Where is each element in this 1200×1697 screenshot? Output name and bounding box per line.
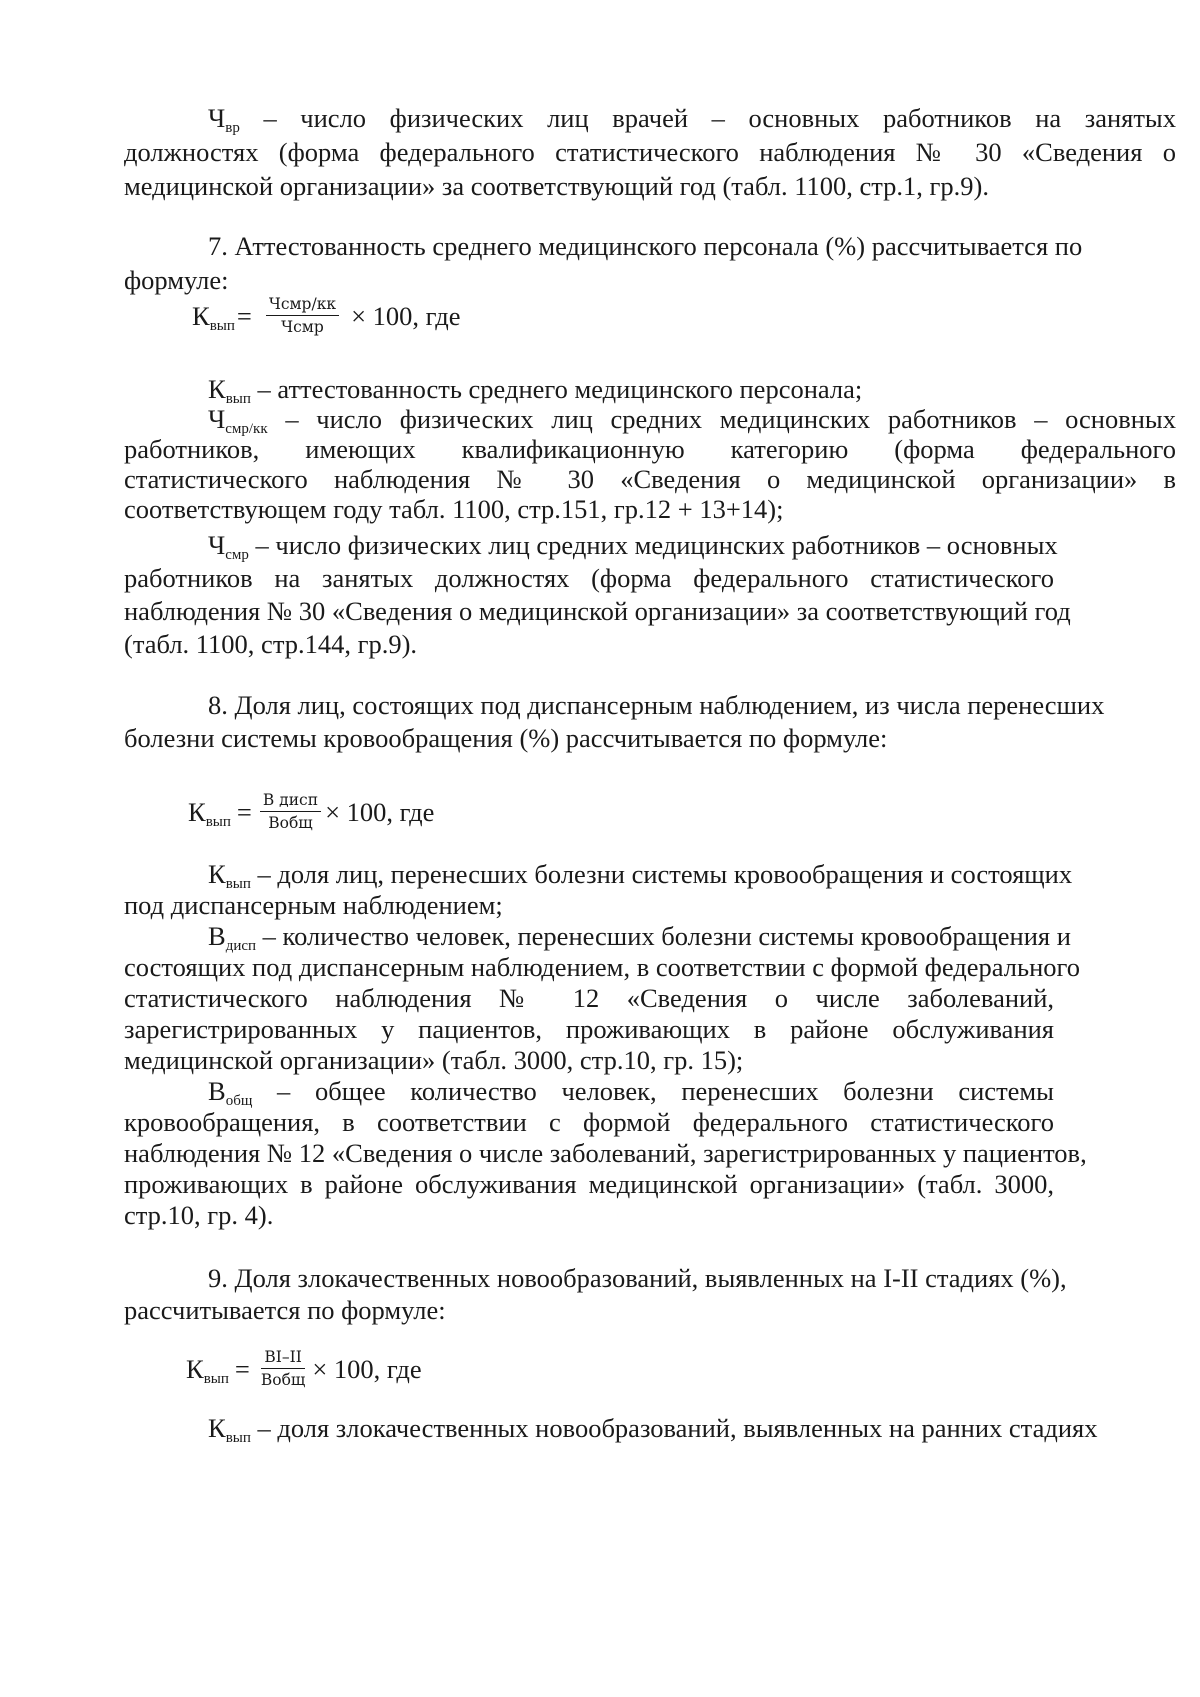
text-line: проживающих в районе обслуживания медицинской организации» (табл. 3000,	[124, 1169, 1054, 1199]
definition-chsmr-kk: $Ч_{смр/кк}$ – число физических лиц средних медицинских работников – основных	[208, 404, 1176, 437]
formula-lhs: $К_{вып}$ =	[188, 796, 252, 830]
text-line: наблюдения № 30 «Сведения о медицинской организации» за соответствующий год	[124, 596, 1071, 626]
formula-rhs: × 100, где	[325, 796, 435, 827]
formula-rhs: × 100, где	[351, 300, 461, 331]
section-7-heading: 7. Аттестованность среднего медицинского персонала (%) рассчитывается по	[208, 231, 1083, 261]
definition-chvr: $Ч_{вр}$ – число физических лиц врачей – основных работников на занятых	[208, 103, 1176, 136]
definition-vobsch: $В_{общ}$ – общее количество человек, перенесших болезни системы	[208, 1076, 1054, 1109]
formula-fraction	[266, 294, 339, 337]
text-line: статистического наблюдения № 30 «Сведения о медицинской организации» в	[124, 464, 1176, 494]
definition-vdisp: $В_{дисп}$ – количество человек, перенесших болезни системы кровообращения и	[208, 921, 1071, 954]
text-line: медицинской организации» за соответствующий год (табл. 1100, стр.1, гр.9).	[124, 171, 989, 201]
formula-fraction	[260, 790, 321, 833]
formula-8	[188, 790, 434, 833]
text-line: формуле:	[124, 265, 229, 295]
formula-lhs: $К_{вып}$ =	[186, 1353, 250, 1387]
formula-fraction	[258, 1347, 308, 1390]
formula-7	[192, 294, 460, 337]
text-line: наблюдения № 12 «Сведения о числе заболеваний, зарегистрированных у пациентов,	[124, 1138, 1087, 1168]
fraction-denominator: Вобщ	[268, 814, 313, 832]
definition-chsmr: $Ч_{смр}$ – число физических лиц средних медицинских работников – основных	[208, 530, 1058, 563]
definition-kvyp-9: $К_{вып}$ – доля злокачественных новообразований, выявленных на ранних стадиях	[208, 1413, 1098, 1446]
text-line: должностях (форма федерального статистического наблюдения № 30 «Сведения о	[124, 137, 1176, 167]
text-line: болезни системы кровообращения (%) рассчитывается по формуле:	[124, 723, 888, 753]
text-line: работников на занятых должностях (форма федерального статистического	[124, 563, 1054, 593]
fraction-numerator: В дисп	[260, 790, 321, 812]
text-line: состоящих под диспансерным наблюдением, в соответствии с формой федерального	[124, 952, 1080, 982]
text-line: стр.10, гр. 4).	[124, 1200, 274, 1230]
text-line: под диспансерным наблюдением;	[124, 890, 503, 920]
definition-kvyp: $К_{вып}$ – аттестованность среднего медицинского персонала;	[208, 374, 863, 407]
section-8-heading: 8. Доля лиц, состоящих под диспансерным наблюдением, из числа перенесших	[208, 690, 1105, 720]
text-line: работников, имеющих квалификационную категорию (форма федерального	[124, 434, 1176, 464]
text-line: медицинской организации» (табл. 3000, стр.10, гр. 15);	[124, 1045, 744, 1075]
text-line: (табл. 1100, стр.144, гр.9).	[124, 629, 418, 659]
text-line: зарегистрированных у пациентов, проживающих в районе обслуживания	[124, 1014, 1054, 1044]
fraction-numerator: ВI–II	[261, 1347, 305, 1369]
fraction-denominator: Вобщ	[260, 1371, 306, 1389]
fraction-numerator: Чсмр/кк	[266, 294, 339, 316]
fraction-denominator: Чсмр	[281, 318, 324, 336]
text-line: статистического наблюдения № 12 «Сведения о числе заболеваний,	[124, 983, 1054, 1013]
text-line: кровообращения, в соответствии с формой федерального статистического	[124, 1107, 1054, 1137]
section-9-heading: 9. Доля злокачественных новообразований, выявленных на I-II стадиях (%),	[208, 1263, 1067, 1293]
definition-kvyp-8: $К_{вып}$ – доля лиц, перенесших болезни системы кровообращения и состоящих	[208, 859, 1073, 892]
formula-rhs: × 100, где	[312, 1353, 422, 1384]
text-line: соответствующем году табл. 1100, стр.151, гр.12 + 13+14);	[124, 494, 784, 524]
formula-lhs: $К_{вып}=$	[192, 300, 252, 334]
formula-9	[186, 1347, 422, 1390]
text-line: рассчитывается по формуле:	[124, 1295, 446, 1325]
